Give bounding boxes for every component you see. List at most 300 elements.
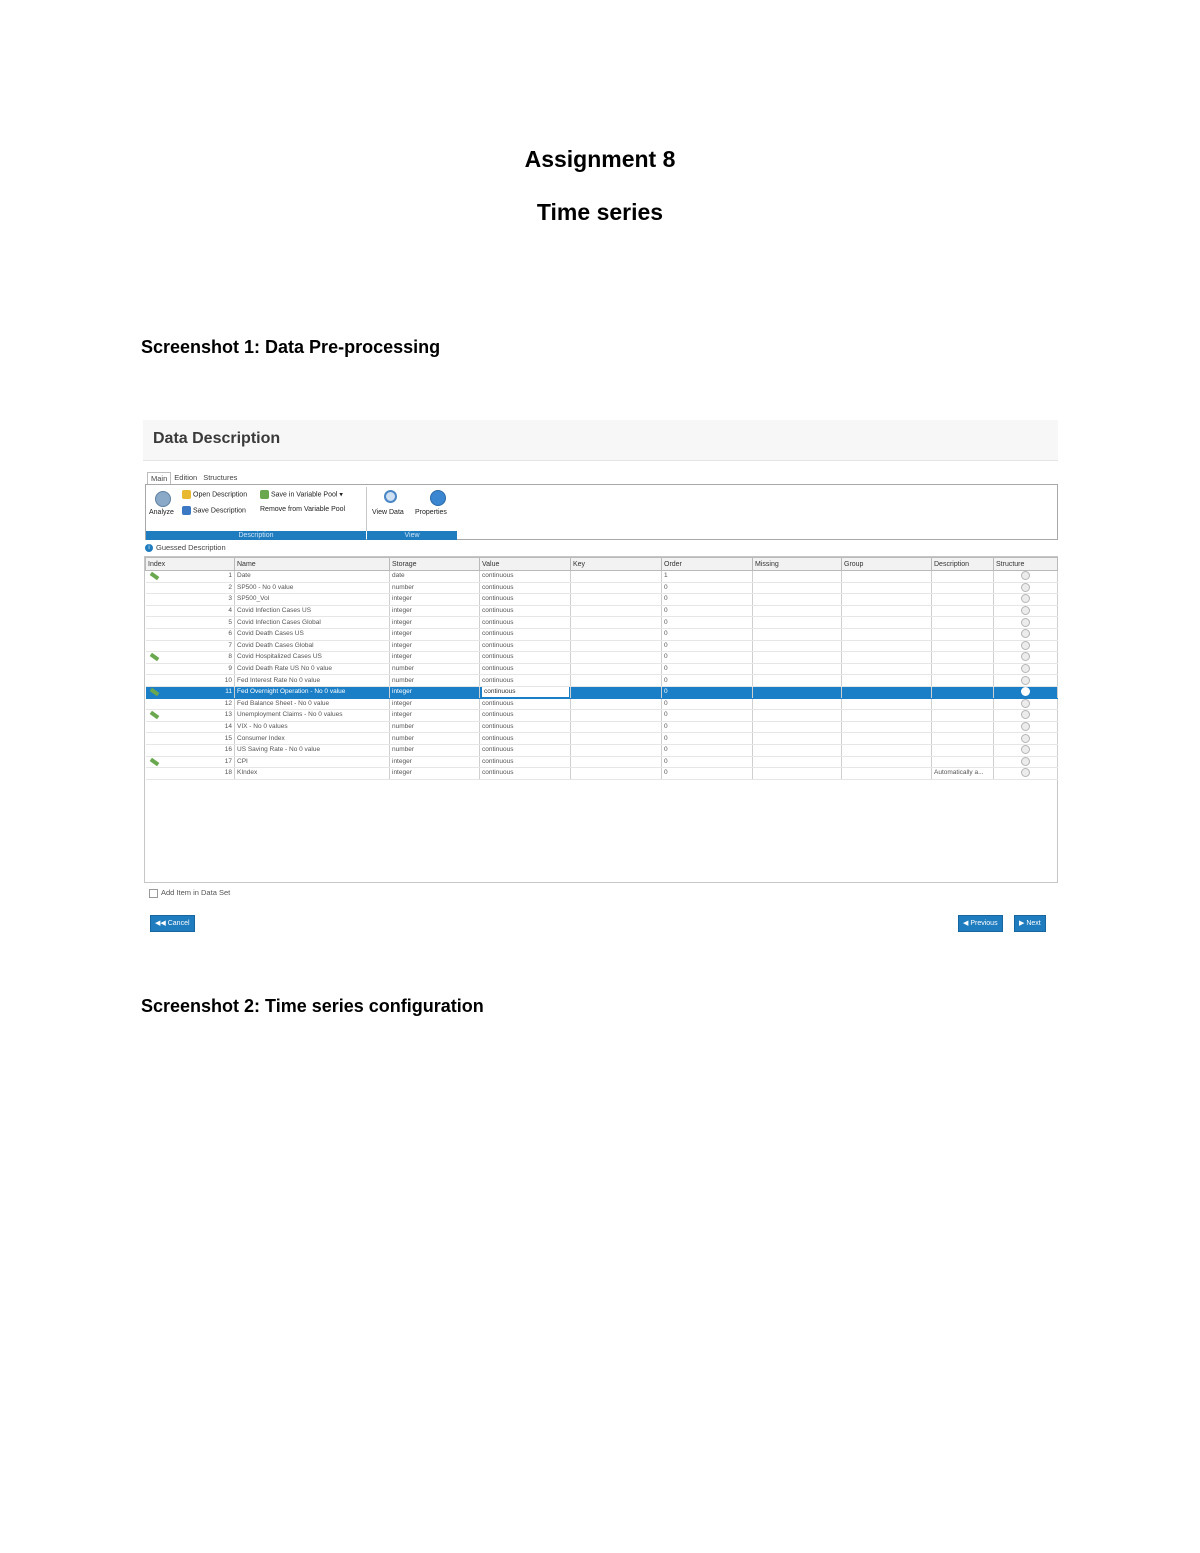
cell-value[interactable]: continuous	[480, 571, 571, 583]
column-header-key[interactable]: Key	[571, 558, 662, 571]
save-description-button[interactable]	[182, 506, 246, 515]
cell-value[interactable]: continuous	[480, 733, 571, 745]
cell-index[interactable]	[146, 617, 235, 629]
cell-group[interactable]	[842, 698, 932, 710]
cell-description[interactable]	[932, 640, 994, 652]
tab-edition[interactable]: Edition	[174, 473, 198, 482]
cell-name[interactable]: SP500_Vol	[235, 594, 390, 606]
cell-key[interactable]	[571, 582, 662, 594]
info-icon: i	[145, 544, 153, 552]
cell-index[interactable]	[146, 605, 235, 617]
cell-index[interactable]	[146, 571, 235, 583]
row-index: 12	[224, 699, 232, 707]
cell-storage[interactable]: number	[390, 744, 480, 756]
cell-structure[interactable]	[994, 768, 1058, 780]
cell-index[interactable]	[146, 744, 235, 756]
cell-key[interactable]	[571, 652, 662, 664]
row-index: 13	[224, 711, 232, 719]
row-index: 3	[228, 595, 232, 603]
cell-description[interactable]	[932, 675, 994, 687]
cell-order[interactable]: 0	[662, 582, 753, 594]
pencil-icon	[149, 711, 159, 719]
cell-order[interactable]: 0	[662, 628, 753, 640]
cell-value[interactable]: continuous	[480, 710, 571, 722]
cell-missing[interactable]	[753, 768, 842, 780]
cell-structure[interactable]	[994, 652, 1058, 664]
cell-key[interactable]	[571, 721, 662, 733]
tab-main[interactable]: Main	[147, 472, 171, 484]
cell-missing[interactable]	[753, 582, 842, 594]
value-dropdown-label: continuous	[484, 688, 516, 696]
cell-value[interactable]: continuous	[480, 628, 571, 640]
cell-name[interactable]: Consumer Index	[235, 733, 390, 745]
add-to-dataset-label: Add Item in Data Set	[161, 888, 231, 897]
cell-name[interactable]: Fed Interest Rate No 0 value	[235, 675, 390, 687]
cell-missing[interactable]	[753, 721, 842, 733]
column-header-description[interactable]: Description	[932, 558, 994, 571]
cell-group[interactable]	[842, 571, 932, 583]
structure-icon[interactable]	[1021, 583, 1030, 592]
cell-order[interactable]: 0	[662, 686, 753, 698]
rewind-icon: ◀◀	[155, 920, 166, 927]
analyze-icon	[155, 491, 171, 507]
cell-key[interactable]	[571, 628, 662, 640]
cell-group[interactable]	[842, 628, 932, 640]
guessed-description-text: Guessed Description	[156, 543, 226, 552]
remove-variable-pool-button[interactable]: Remove from Variable Pool	[260, 506, 346, 513]
cell-group[interactable]	[842, 594, 932, 606]
cell-description[interactable]: Automatically a...	[932, 768, 994, 780]
cell-group[interactable]	[842, 617, 932, 629]
cell-index[interactable]	[146, 652, 235, 664]
cell-order[interactable]: 0	[662, 652, 753, 664]
table-row[interactable]	[146, 652, 1058, 664]
cancel-label: Cancel	[167, 920, 190, 927]
cell-missing[interactable]	[753, 571, 842, 583]
table-row[interactable]	[146, 582, 1058, 594]
cell-missing[interactable]	[753, 628, 842, 640]
table-row[interactable]	[146, 686, 1058, 698]
document-title: Assignment 8	[524, 146, 676, 172]
cell-index[interactable]	[146, 675, 235, 687]
cell-value[interactable]: continuous	[480, 756, 571, 768]
cell-missing[interactable]	[753, 663, 842, 675]
cell-name[interactable]: US Saving Rate - No 0 value	[235, 744, 390, 756]
cell-index[interactable]	[146, 768, 235, 780]
cell-structure[interactable]	[994, 628, 1058, 640]
table-row[interactable]	[146, 768, 1058, 780]
table-row[interactable]	[146, 733, 1058, 745]
cell-value[interactable]: continuous	[480, 698, 571, 710]
cell-group[interactable]	[842, 582, 932, 594]
cell-description[interactable]	[932, 617, 994, 629]
structure-icon[interactable]	[1021, 734, 1030, 743]
table-row[interactable]	[146, 617, 1058, 629]
row-index: 2	[228, 583, 232, 591]
screenshot-2-heading: Screenshot 2: Time series configuration	[141, 996, 484, 1016]
cell-order[interactable]: 1	[662, 571, 753, 583]
tab-bar	[147, 472, 240, 484]
save-variable-pool-button[interactable]	[260, 490, 343, 499]
cell-order[interactable]: 0	[662, 675, 753, 687]
analyze-button[interactable]: Analyze	[149, 509, 174, 516]
cell-group[interactable]	[842, 605, 932, 617]
cell-missing[interactable]	[753, 710, 842, 722]
cell-structure[interactable]	[994, 686, 1058, 698]
cell-index[interactable]	[146, 628, 235, 640]
cell-missing[interactable]	[753, 698, 842, 710]
cell-value[interactable]: continuous	[480, 721, 571, 733]
cell-name[interactable]: SP500 - No 0 value	[235, 582, 390, 594]
cell-storage[interactable]: integer	[390, 710, 480, 722]
cell-missing[interactable]	[753, 640, 842, 652]
cell-description[interactable]	[932, 594, 994, 606]
cell-index[interactable]	[146, 582, 235, 594]
cell-key[interactable]	[571, 605, 662, 617]
cell-order[interactable]: 0	[662, 768, 753, 780]
cell-value[interactable]: continuous	[480, 652, 571, 664]
cell-key[interactable]	[571, 686, 662, 698]
cell-group[interactable]	[842, 744, 932, 756]
column-header-name[interactable]: Name	[235, 558, 390, 571]
document-subtitle: Time series	[536, 199, 664, 225]
cell-description[interactable]	[932, 686, 994, 698]
cell-missing[interactable]	[753, 756, 842, 768]
view-data-button[interactable]: View Data	[372, 509, 404, 516]
cell-description[interactable]	[932, 628, 994, 640]
chevron-down-icon: ▾	[339, 491, 343, 499]
cell-group[interactable]	[842, 756, 932, 768]
open-description-label: Open Description	[193, 491, 248, 499]
cell-name[interactable]: Unemployment Claims - No 0 values	[235, 710, 390, 722]
cell-storage[interactable]: integer	[390, 698, 480, 710]
cell-name[interactable]: KIndex	[235, 768, 390, 780]
column-header-missing[interactable]: Missing	[753, 558, 842, 571]
cell-structure[interactable]	[994, 710, 1058, 722]
cell-description[interactable]	[932, 605, 994, 617]
structure-icon[interactable]	[1021, 699, 1030, 708]
cell-key[interactable]	[571, 710, 662, 722]
cell-missing[interactable]	[753, 675, 842, 687]
cell-description[interactable]	[932, 744, 994, 756]
cell-order[interactable]: 0	[662, 605, 753, 617]
row-index: 4	[228, 607, 232, 615]
row-index: 17	[224, 757, 232, 765]
save-description-label: Save Description	[193, 507, 246, 515]
cell-group[interactable]	[842, 686, 932, 698]
pencil-icon	[149, 653, 159, 661]
structure-icon[interactable]	[1021, 664, 1030, 673]
cell-key[interactable]	[571, 640, 662, 652]
cell-key[interactable]	[571, 733, 662, 745]
table-row[interactable]	[146, 663, 1058, 675]
cell-index[interactable]	[146, 756, 235, 768]
cell-structure[interactable]	[994, 594, 1058, 606]
cell-missing[interactable]	[753, 686, 842, 698]
cell-name[interactable]: Covid Death Cases Global	[235, 640, 390, 652]
cell-description[interactable]	[932, 733, 994, 745]
previous-label: Previous	[970, 920, 998, 927]
cell-storage[interactable]: integer	[390, 640, 480, 652]
cell-missing[interactable]	[753, 605, 842, 617]
cell-group[interactable]	[842, 675, 932, 687]
previous-icon: ◀	[963, 920, 969, 927]
pool-icon	[260, 490, 269, 499]
cell-key[interactable]	[571, 571, 662, 583]
cell-storage[interactable]: integer	[390, 756, 480, 768]
cell-key[interactable]	[571, 744, 662, 756]
cell-name[interactable]: Fed Balance Sheet - No 0 value	[235, 698, 390, 710]
row-index: 15	[224, 734, 232, 742]
structure-icon[interactable]	[1021, 618, 1030, 627]
cell-name[interactable]: Fed Overnight Operation - No 0 value	[235, 686, 390, 698]
cell-storage[interactable]: number	[390, 721, 480, 733]
cell-order[interactable]: 0	[662, 594, 753, 606]
table-row[interactable]	[146, 605, 1058, 617]
cell-storage[interactable]: integer	[390, 768, 480, 780]
cell-group[interactable]	[842, 710, 932, 722]
structure-icon[interactable]	[1021, 722, 1030, 731]
previous-button[interactable]	[958, 915, 1003, 932]
cell-structure[interactable]	[994, 605, 1058, 617]
cell-group[interactable]	[842, 721, 932, 733]
add-to-dataset-option[interactable]	[149, 888, 230, 898]
cell-name[interactable]: Covid Infection Cases Global	[235, 617, 390, 629]
cell-value[interactable]: continuous	[480, 663, 571, 675]
cell-name[interactable]: Covid Death Cases US	[235, 628, 390, 640]
cell-storage[interactable]: integer	[390, 652, 480, 664]
cell-index[interactable]	[146, 710, 235, 722]
cell-key[interactable]	[571, 663, 662, 675]
properties-button[interactable]: Properties	[415, 509, 447, 516]
cell-group[interactable]	[842, 663, 932, 675]
cell-description[interactable]	[932, 582, 994, 594]
grid-header-row	[146, 558, 1058, 571]
cell-name[interactable]: Covid Hospitalized Cases US	[235, 652, 390, 664]
structure-icon[interactable]	[1021, 571, 1030, 580]
structure-icon[interactable]	[1021, 606, 1030, 615]
structure-icon[interactable]	[1021, 594, 1030, 603]
structure-icon[interactable]	[1021, 687, 1030, 696]
cell-order[interactable]: 0	[662, 698, 753, 710]
cell-name[interactable]: Date	[235, 571, 390, 583]
cell-structure[interactable]	[994, 744, 1058, 756]
cell-storage[interactable]: date	[390, 571, 480, 583]
panel-header	[143, 420, 1058, 461]
cell-value[interactable]: continuous	[480, 675, 571, 687]
cell-description[interactable]	[932, 663, 994, 675]
cell-key[interactable]	[571, 768, 662, 780]
cell-index[interactable]	[146, 721, 235, 733]
column-header-order[interactable]: Order	[662, 558, 753, 571]
cell-key[interactable]	[571, 698, 662, 710]
next-icon: ▶	[1019, 920, 1025, 927]
folder-icon	[182, 490, 191, 499]
table-row[interactable]	[146, 594, 1058, 606]
cell-index[interactable]	[146, 640, 235, 652]
table-row[interactable]	[146, 628, 1058, 640]
cell-storage[interactable]: integer	[390, 686, 480, 698]
table-row[interactable]	[146, 571, 1058, 583]
save-icon	[182, 506, 191, 515]
magnifier-icon	[384, 490, 397, 503]
cell-storage[interactable]: number	[390, 582, 480, 594]
structure-icon[interactable]	[1021, 676, 1030, 685]
cell-index[interactable]	[146, 594, 235, 606]
cell-structure[interactable]	[994, 733, 1058, 745]
cell-structure[interactable]	[994, 582, 1058, 594]
cell-description[interactable]	[932, 721, 994, 733]
cell-index[interactable]	[146, 663, 235, 675]
cell-value[interactable]: continuous	[480, 605, 571, 617]
structure-icon[interactable]	[1021, 757, 1030, 766]
column-header-group[interactable]: Group	[842, 558, 932, 571]
structure-icon[interactable]	[1021, 652, 1030, 661]
column-header-value[interactable]: Value	[480, 558, 571, 571]
grid-body	[146, 571, 1058, 780]
ribbon-toolbar	[145, 484, 1058, 540]
cell-storage[interactable]: integer	[390, 617, 480, 629]
cell-value[interactable]: continuous	[480, 744, 571, 756]
cell-structure[interactable]	[994, 617, 1058, 629]
cell-group[interactable]	[842, 652, 932, 664]
properties-icon	[430, 490, 446, 506]
cell-missing[interactable]	[753, 744, 842, 756]
cell-index[interactable]	[146, 733, 235, 745]
cell-value[interactable]: continuous	[480, 594, 571, 606]
cell-structure[interactable]	[994, 640, 1058, 652]
table-row[interactable]	[146, 756, 1058, 768]
ribbon-group-description: Description	[146, 531, 366, 540]
row-index: 16	[224, 746, 232, 754]
column-header-index[interactable]: Index	[146, 558, 235, 571]
pencil-icon	[149, 758, 159, 766]
table-row[interactable]	[146, 721, 1058, 733]
cell-description[interactable]	[932, 756, 994, 768]
cell-name[interactable]: CPI	[235, 756, 390, 768]
guessed-description-label	[145, 543, 226, 552]
cell-key[interactable]	[571, 594, 662, 606]
cancel-button[interactable]	[150, 915, 195, 932]
row-index: 10	[224, 676, 232, 684]
row-index: 9	[228, 665, 232, 673]
cell-order[interactable]: 0	[662, 733, 753, 745]
structure-icon[interactable]	[1021, 710, 1030, 719]
cell-structure[interactable]	[994, 721, 1058, 733]
cell-name[interactable]: Covid Death Rate US No 0 value	[235, 663, 390, 675]
cell-structure[interactable]	[994, 756, 1058, 768]
cell-name[interactable]: VIX - No 0 values	[235, 721, 390, 733]
value-dropdown[interactable]	[482, 687, 569, 697]
ribbon-group-view: View	[367, 531, 457, 540]
structure-icon[interactable]	[1021, 745, 1030, 754]
cell-order[interactable]: 0	[662, 721, 753, 733]
cell-missing[interactable]	[753, 733, 842, 745]
cell-missing[interactable]	[753, 617, 842, 629]
structure-icon[interactable]	[1021, 768, 1030, 777]
cell-structure[interactable]	[994, 663, 1058, 675]
cell-group[interactable]	[842, 640, 932, 652]
save-variable-pool-label: Save in Variable Pool	[271, 491, 338, 499]
column-header-structure[interactable]: Structure	[994, 558, 1058, 571]
cell-order[interactable]: 0	[662, 640, 753, 652]
cell-missing[interactable]	[753, 594, 842, 606]
cell-structure[interactable]	[994, 698, 1058, 710]
structure-icon[interactable]	[1021, 629, 1030, 638]
cell-structure[interactable]	[994, 675, 1058, 687]
cell-key[interactable]	[571, 675, 662, 687]
table-row[interactable]	[146, 744, 1058, 756]
cell-description[interactable]	[932, 698, 994, 710]
screenshot-1-heading: Screenshot 1: Data Pre-processing	[141, 337, 441, 357]
panel-title: Data Description	[153, 430, 281, 447]
cell-value[interactable]: continuous	[480, 582, 571, 594]
cell-storage[interactable]: integer	[390, 605, 480, 617]
cell-name[interactable]: Covid Infection Cases US	[235, 605, 390, 617]
add-to-dataset-checkbox[interactable]	[149, 889, 158, 898]
open-description-button[interactable]	[182, 490, 247, 499]
cell-value[interactable]: continuous	[480, 768, 571, 780]
cell-description[interactable]	[932, 652, 994, 664]
row-index: 8	[228, 653, 232, 661]
cell-value[interactable]	[480, 686, 571, 698]
next-button[interactable]	[1014, 915, 1046, 932]
cell-order[interactable]: 0	[662, 663, 753, 675]
cell-description[interactable]	[932, 710, 994, 722]
cell-group[interactable]	[842, 768, 932, 780]
table-row[interactable]	[146, 710, 1058, 722]
ribbon-separator	[366, 487, 367, 531]
row-index: 6	[228, 630, 232, 638]
cell-storage[interactable]: number	[390, 733, 480, 745]
row-index: 18	[224, 769, 232, 777]
row-index: 11	[225, 688, 232, 696]
next-label: Next	[1026, 920, 1041, 927]
cell-order[interactable]: 0	[662, 756, 753, 768]
screenshot-data-description	[143, 420, 1058, 932]
cell-key[interactable]	[571, 617, 662, 629]
cell-order[interactable]: 0	[662, 744, 753, 756]
cell-order[interactable]: 0	[662, 710, 753, 722]
pencil-icon	[149, 572, 159, 580]
table-row[interactable]	[146, 675, 1058, 687]
cell-storage[interactable]: number	[390, 663, 480, 675]
pencil-icon	[149, 688, 159, 696]
cell-storage[interactable]: number	[390, 675, 480, 687]
column-header-storage[interactable]: Storage	[390, 558, 480, 571]
row-index: 7	[228, 641, 232, 649]
cell-key[interactable]	[571, 756, 662, 768]
cell-group[interactable]	[842, 733, 932, 745]
cell-storage[interactable]: integer	[390, 594, 480, 606]
cell-structure[interactable]	[994, 571, 1058, 583]
table-row[interactable]	[146, 640, 1058, 652]
structure-icon[interactable]	[1021, 641, 1030, 650]
cell-order[interactable]: 0	[662, 617, 753, 629]
tab-structures[interactable]: Structures	[203, 473, 238, 482]
cell-storage[interactable]: integer	[390, 628, 480, 640]
cell-value[interactable]: continuous	[480, 640, 571, 652]
data-description-grid	[144, 556, 1058, 883]
cell-index[interactable]	[146, 686, 235, 698]
cell-value[interactable]: continuous	[480, 617, 571, 629]
cell-missing[interactable]	[753, 652, 842, 664]
row-index: 1	[228, 572, 232, 580]
row-index: 14	[224, 723, 232, 731]
cell-description[interactable]	[932, 571, 994, 583]
table-row[interactable]	[146, 698, 1058, 710]
cell-index[interactable]	[146, 698, 235, 710]
